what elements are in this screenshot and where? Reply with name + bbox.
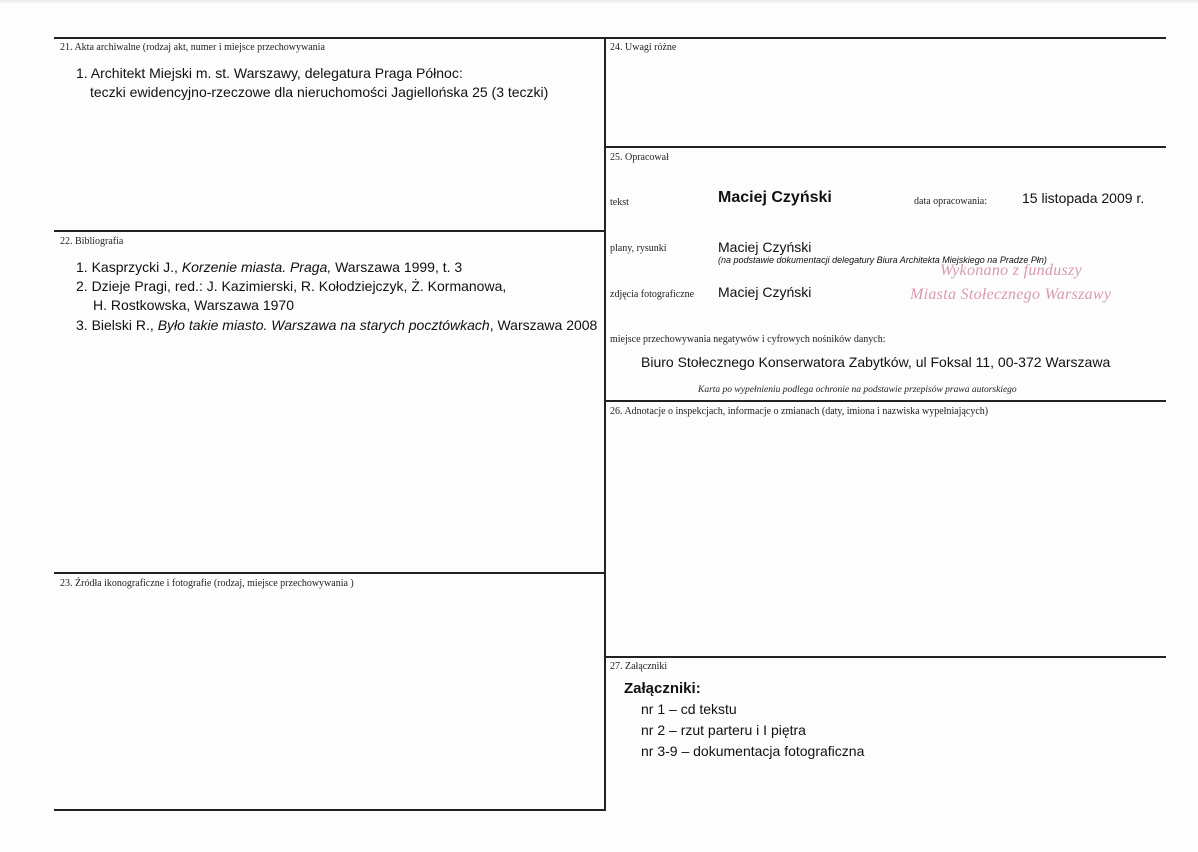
section-25-header: 25. Opracował bbox=[610, 152, 669, 163]
section-21-line-2: teczki ewidencyjno-rzeczowe dla nieruchomości Jagiellońska 25 (3 teczki) bbox=[90, 84, 549, 100]
attachment-item-2: nr 2 – rzut parteru i I piętra bbox=[641, 722, 806, 738]
rule-22-23 bbox=[54, 572, 606, 574]
column-divider bbox=[604, 37, 606, 810]
storage-label: miejsce przechowywania negatywów i cyfrowych nośników danych: bbox=[610, 334, 886, 345]
date-value: 15 listopada 2009 r. bbox=[1022, 190, 1145, 206]
section-23-header: 23. Źródła ikonograficzne i fotografie (rodzaj, miejsce przechowywania ) bbox=[60, 578, 354, 589]
funding-stamp-line-2: Miasta Stołecznego Warszawy bbox=[910, 286, 1112, 303]
bib-2-prefix: 2. Dzieje Pragi, red.: J. Kazimierski, R. Kołodziejczyk, Ż. Kormanowa, bbox=[76, 278, 507, 294]
rule-25-26 bbox=[606, 400, 1166, 402]
rule-26-27 bbox=[606, 656, 1166, 658]
section-27-header: 27. Załączniki bbox=[610, 661, 668, 672]
section-26-header: 26. Adnotacje o inspekcjach, informacje o zmianach (daty, imiona i nazwiska wypełniających) bbox=[610, 406, 989, 417]
rule-21-22 bbox=[54, 230, 606, 232]
section-24-header: 24. Uwagi różne bbox=[610, 42, 677, 53]
copyright-note: Karta po wypełnieniu podlega ochronie na podstawie przepisów prawa autorskiego bbox=[698, 385, 1017, 395]
plans-note: (na podstawie dokumentacji delegatury Biura Architekta Miejskiego na Pradze Płn) bbox=[718, 255, 1047, 265]
tekst-author: Maciej Czyński bbox=[718, 189, 832, 206]
bib-3-suffix: , Warszawa 2008 bbox=[489, 317, 598, 333]
funding-stamp-line-1: Wykonano z funduszy bbox=[940, 262, 1082, 279]
attachment-item-3: nr 3-9 – dokumentacja fotograficzna bbox=[641, 743, 865, 759]
bib-3-prefix: 3. Bielski R., bbox=[76, 317, 158, 333]
section-22-header: 22. Bibliografia bbox=[60, 236, 124, 247]
plans-label: plany, rysunki bbox=[610, 243, 667, 254]
rule-24-25 bbox=[606, 146, 1166, 148]
bibliography-item-1 bbox=[76, 258, 462, 277]
bib-1-title: Korzenie miasta. Praga, bbox=[181, 259, 332, 275]
tekst-label: tekst bbox=[610, 197, 629, 208]
bottom-rule-left bbox=[54, 809, 606, 811]
storage-value: Biuro Stołecznego Konserwatora Zabytków, ul Foksal 11, 00-372 Warszawa bbox=[641, 354, 1111, 370]
top-rule bbox=[54, 37, 1166, 39]
bib-3-title: Było takie miasto. Warszawa na starych pocztówkach bbox=[157, 317, 490, 333]
bibliography-item-2 bbox=[76, 277, 506, 296]
plans-author: Maciej Czyński bbox=[718, 239, 812, 255]
photos-author: Maciej Czyński bbox=[718, 284, 812, 300]
bib-1-suffix: Warszawa 1999, t. 3 bbox=[331, 259, 463, 275]
section-21-line-1: 1. Architekt Miejski m. st. Warszawy, delegatura Praga Północ: bbox=[76, 65, 463, 81]
attachments-title: Załączniki: bbox=[624, 680, 701, 697]
bib-2-cont-prefix: H. Rostkowska, Warszawa 1970 bbox=[93, 297, 294, 313]
bibliography-item-2-cont bbox=[93, 296, 294, 315]
photos-label: zdjęcia fotograficzne bbox=[610, 289, 695, 300]
section-21-header: 21. Akta archiwalne (rodzaj akt, numer i miejsce przechowywania bbox=[60, 42, 325, 53]
bibliography-item-3 bbox=[76, 316, 597, 335]
attachment-item-1: nr 1 – cd tekstu bbox=[641, 701, 737, 717]
date-label: data opracowania: bbox=[914, 196, 988, 207]
bib-1-prefix: 1. Kasprzycki J., bbox=[76, 259, 182, 275]
scan-top-edge bbox=[0, 0, 1198, 4]
